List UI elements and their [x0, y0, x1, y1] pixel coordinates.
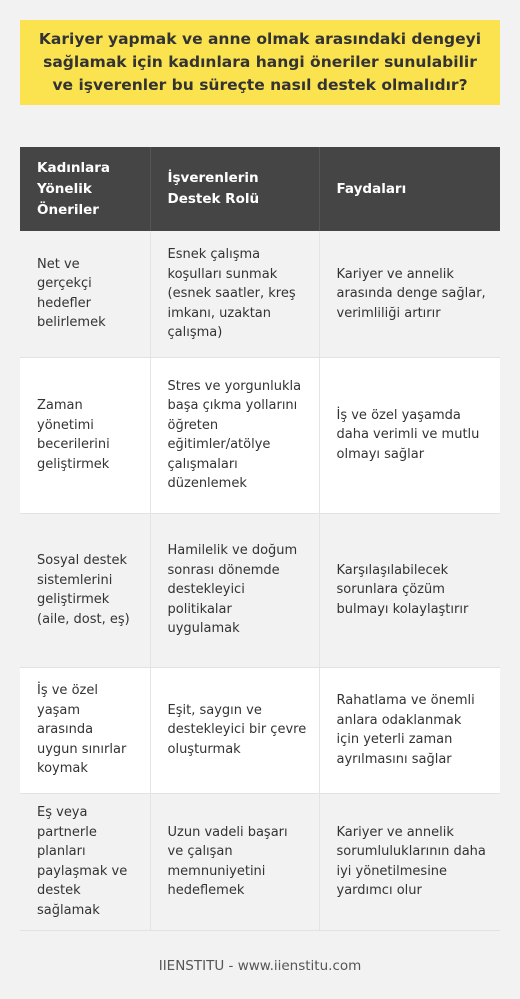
- footer-credit: IIENSTITU - www.iienstitu.com: [158, 958, 362, 974]
- table-cell: Kariyer ve annelik sorumluluklarının daha iyi yönetilmesine yardımcı olur: [319, 793, 500, 930]
- table-row: [20, 231, 500, 357]
- table-cell: İş ve özel yaşamda daha verimli ve mutlu olmayı sağlar: [319, 357, 500, 513]
- table-row: [20, 667, 500, 793]
- title-banner: [20, 20, 500, 105]
- table-cell: Rahatlama ve önemli anlara odaklanmak için yeterli zaman ayrılmasını sağlar: [319, 667, 500, 793]
- recommendations-table: [20, 147, 500, 931]
- table-cell: Sosyal destek sistemlerini geliştirmek (aile, dost, eş): [20, 513, 150, 667]
- table-cell: Eş veya partnerle planları paylaşmak ve destek sağlamak: [20, 793, 150, 930]
- table-header-row: [20, 147, 500, 231]
- table-row: [20, 513, 500, 667]
- header-employer-role: İşverenlerin Destek Rolü: [150, 147, 319, 231]
- table-cell: Eşit, saygın ve destekleyici bir çevre oluşturmak: [150, 667, 319, 793]
- table-cell: Esnek çalışma koşulları sunmak (esnek saatler, kreş imkanı, uzaktan çalışma): [150, 231, 319, 357]
- header-recommendations: Kadınlara Yönelik Öneriler: [20, 147, 150, 231]
- table-cell: Karşılaşılabilecek sorunlara çözüm bulmayı kolaylaştırır: [319, 513, 500, 667]
- table-row: [20, 357, 500, 513]
- table-cell: Net ve gerçekçi hedefler belirlemek: [20, 231, 150, 357]
- table-row: [20, 793, 500, 930]
- table-cell: Stres ve yorgunlukla başa çıkma yollarını öğreten eğitimler/atölye çalışmaları düzenlemek: [150, 357, 319, 513]
- page-title: Kariyer yapmak ve anne olmak arasındaki dengeyi sağlamak için kadınlara hangi öneriler sunulabilir ve işverenler bu süreçte nasıl destek olmalıdır?: [38, 30, 482, 94]
- table-cell: Hamilelik ve doğum sonrası dönemde destekleyici politikalar uygulamak: [150, 513, 319, 667]
- table-cell: Uzun vadeli başarı ve çalışan memnuniyetini hedeflemek: [150, 793, 319, 930]
- header-benefits: Faydaları: [319, 147, 500, 231]
- table-cell: Zaman yönetimi becerilerini geliştirmek: [20, 357, 150, 513]
- table-cell: İş ve özel yaşam arasında uygun sınırlar koymak: [20, 667, 150, 793]
- table-cell: Kariyer ve annelik arasında denge sağlar, verimliliği artırır: [319, 231, 500, 357]
